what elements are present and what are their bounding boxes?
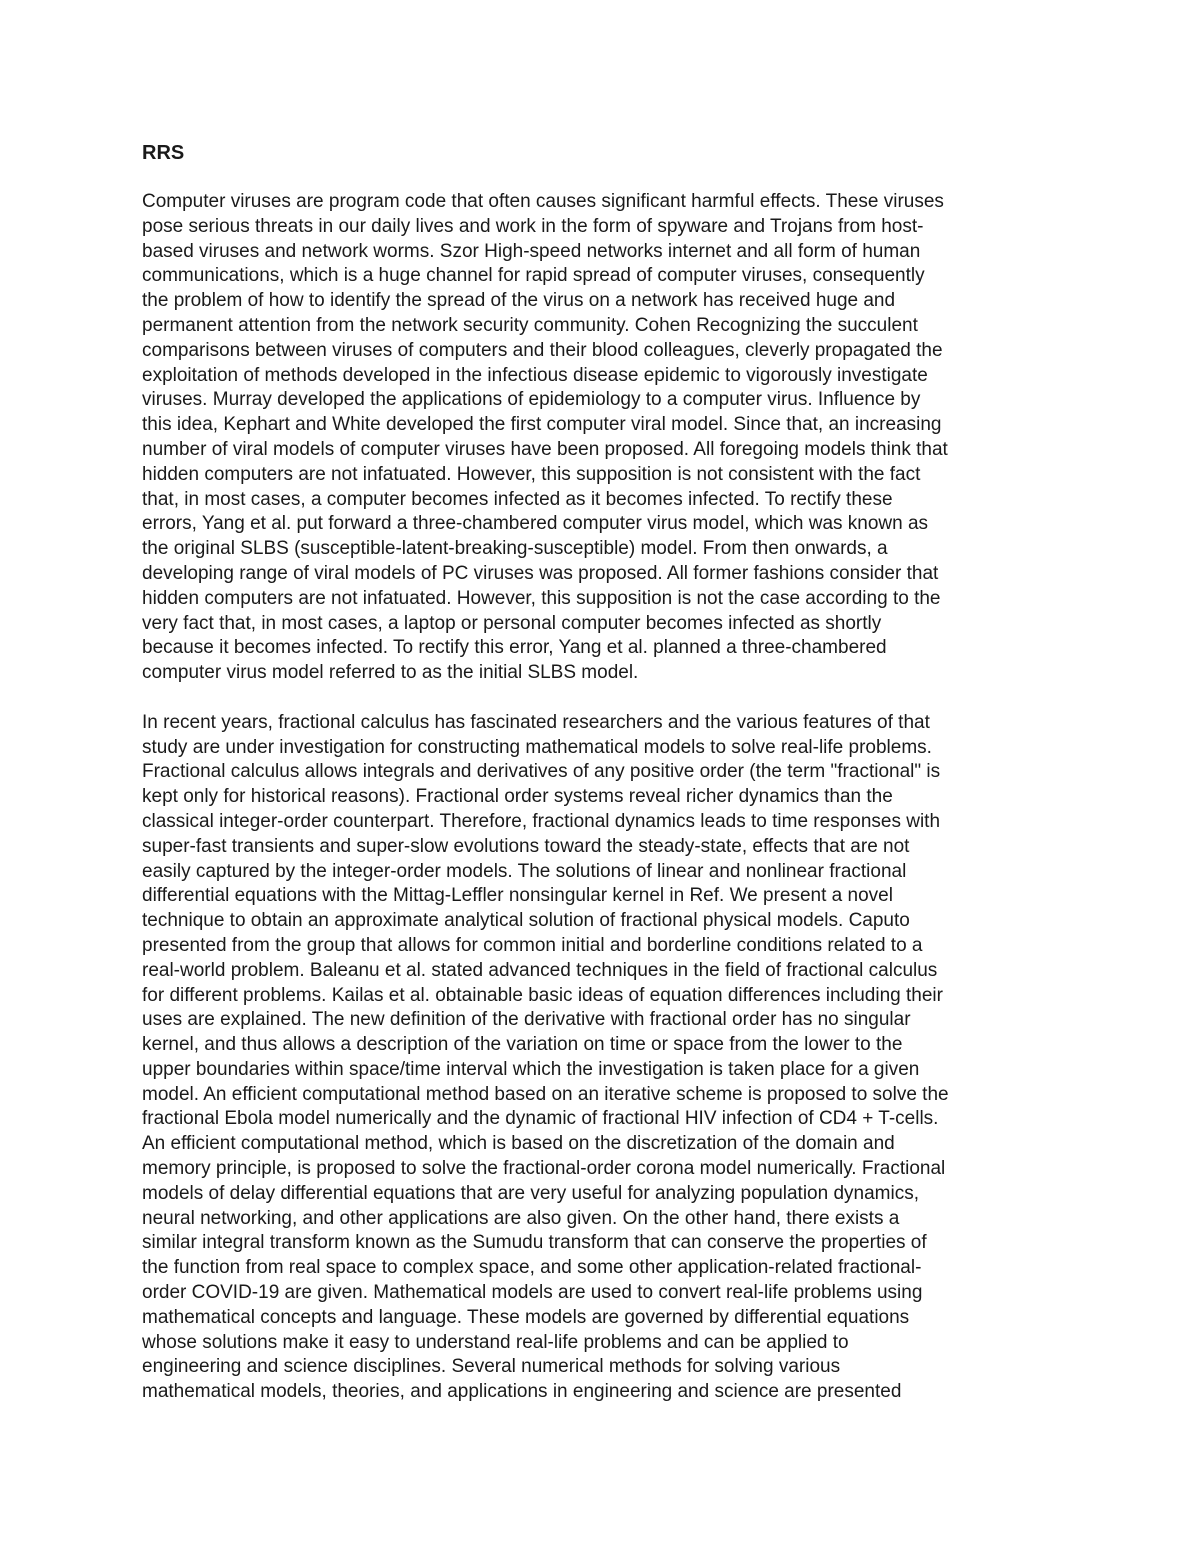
text-line: number of viral models of computer viruses have been proposed. All foregoing models think that <box>142 438 948 460</box>
text-line: real-world problem. Baleanu et al. stated advanced techniques in the field of fractional calculus <box>142 959 938 981</box>
text-line: hidden computers are not infatuated. However, this supposition is not the case according to the <box>142 587 941 609</box>
text-line: mathematical concepts and language. These models are governed by differential equations <box>142 1306 910 1328</box>
text-line: communications, which is a huge channel for rapid spread of computer viruses, consequently <box>142 265 925 287</box>
text-line: memory principle, is proposed to solve the fractional-order corona model numerically. Fractional <box>142 1158 946 1180</box>
paragraph-spacer <box>142 686 1062 711</box>
paragraph-computer-viruses <box>142 190 1062 686</box>
text-line: the original SLBS (susceptible-latent-breaking-susceptible) model. From then onwards, a <box>142 538 888 560</box>
text-line: computer virus model referred to as the initial SLBS model. <box>142 662 639 684</box>
paragraph-fractional-calculus <box>142 711 1062 1405</box>
text-line: uses are explained. The new definition of the derivative with fractional order has no singular <box>142 1009 911 1031</box>
text-line: for different problems. Kailas et al. obtainable basic ideas of equation differences including their <box>142 984 943 1006</box>
text-line: models of delay differential equations that are very useful for analyzing population dynamics, <box>142 1182 919 1204</box>
text-line: the function from real space to complex space, and some other application-related fractional- <box>142 1257 922 1279</box>
text-line: because it becomes infected. To rectify this error, Yang et al. planned a three-chambered <box>142 637 887 659</box>
text-line: differential equations with the Mittag-Leffler nonsingular kernel in Ref. We present a novel <box>142 885 893 907</box>
text-line: based viruses and network worms. Szor High-speed networks internet and all form of human <box>142 240 921 262</box>
text-line: kernel, and thus allows a description of the variation on time or space from the lower to the <box>142 1034 903 1056</box>
text-line: kept only for historical reasons). Fractional order systems reveal richer dynamics than the <box>142 786 893 808</box>
text-line: neural networking, and other applications are also given. On the other hand, there exists a <box>142 1207 900 1229</box>
text-line: very fact that, in most cases, a laptop or personal computer becomes infected as shortly <box>142 612 882 634</box>
text-line: technique to obtain an approximate analytical solution of fractional physical models. Caputo <box>142 910 910 932</box>
text-line: errors, Yang et al. put forward a three-chambered computer virus model, which was known as <box>142 513 929 535</box>
text-line: order COVID-19 are given. Mathematical models are used to convert real-life problems using <box>142 1282 923 1304</box>
document-heading: RRS <box>142 142 185 164</box>
text-line: In recent years, fractional calculus has fascinated researchers and the various features of that <box>142 711 930 733</box>
text-line: classical integer-order counterpart. Therefore, fractional dynamics leads to time responses with <box>142 810 941 832</box>
document-page <box>142 140 1062 1405</box>
text-line: presented from the group that allows for common initial and borderline conditions related to a <box>142 934 923 956</box>
text-line: viruses. Murray developed the applications of epidemiology to a computer virus. Influence by <box>142 389 921 411</box>
text-line: whose solutions make it easy to understand real-life problems and can be applied to <box>142 1331 849 1353</box>
text-line: An efficient computational method, which is based on the discretization of the domain and <box>142 1133 895 1155</box>
text-line: comparisons between viruses of computers and their blood colleagues, cleverly propagated the <box>142 339 943 361</box>
text-line: pose serious threats in our daily lives and work in the form of spyware and Trojans from host- <box>142 215 924 237</box>
text-line: that, in most cases, a computer becomes infected as it becomes infected. To rectify these <box>142 488 893 510</box>
text-line: similar integral transform known as the Sumudu transform that can conserve the properties of <box>142 1232 927 1254</box>
text-line: exploitation of methods developed in the infectious disease epidemic to vigorously investigate <box>142 364 928 386</box>
text-line: this idea, Kephart and White developed the first computer viral model. Since that, an increasing <box>142 414 942 436</box>
text-line: mathematical models, theories, and applications in engineering and science are presented <box>142 1381 902 1403</box>
text-line: Computer viruses are program code that often causes significant harmful effects. These viruses <box>142 191 944 212</box>
text-line: hidden computers are not infatuated. However, this supposition is not consistent with the fact <box>142 463 921 485</box>
text-line: upper boundaries within space/time interval which the investigation is taken place for a given <box>142 1058 920 1080</box>
text-line: permanent attention from the network security community. Cohen Recognizing the succulent <box>142 314 918 336</box>
text-line: study are under investigation for constructing mathematical models to solve real-life problems. <box>142 736 932 758</box>
text-line: the problem of how to identify the spread of the virus on a network has received huge and <box>142 290 896 312</box>
text-line: engineering and science disciplines. Several numerical methods for solving various <box>142 1356 841 1378</box>
text-line: developing range of viral models of PC viruses was proposed. All former fashions consider that <box>142 562 939 584</box>
text-line: Fractional calculus allows integrals and derivatives of any positive order (the term "fractional" is <box>142 761 941 783</box>
text-line: easily captured by the integer-order models. The solutions of linear and nonlinear fractional <box>142 860 907 882</box>
text-line: fractional Ebola model numerically and the dynamic of fractional HIV infection of CD4 + T-cells. <box>142 1108 939 1130</box>
text-line: super-fast transients and super-slow evolutions toward the steady-state, effects that are not <box>142 835 910 857</box>
text-line: model. An efficient computational method based on an iterative scheme is proposed to solve the <box>142 1083 949 1105</box>
